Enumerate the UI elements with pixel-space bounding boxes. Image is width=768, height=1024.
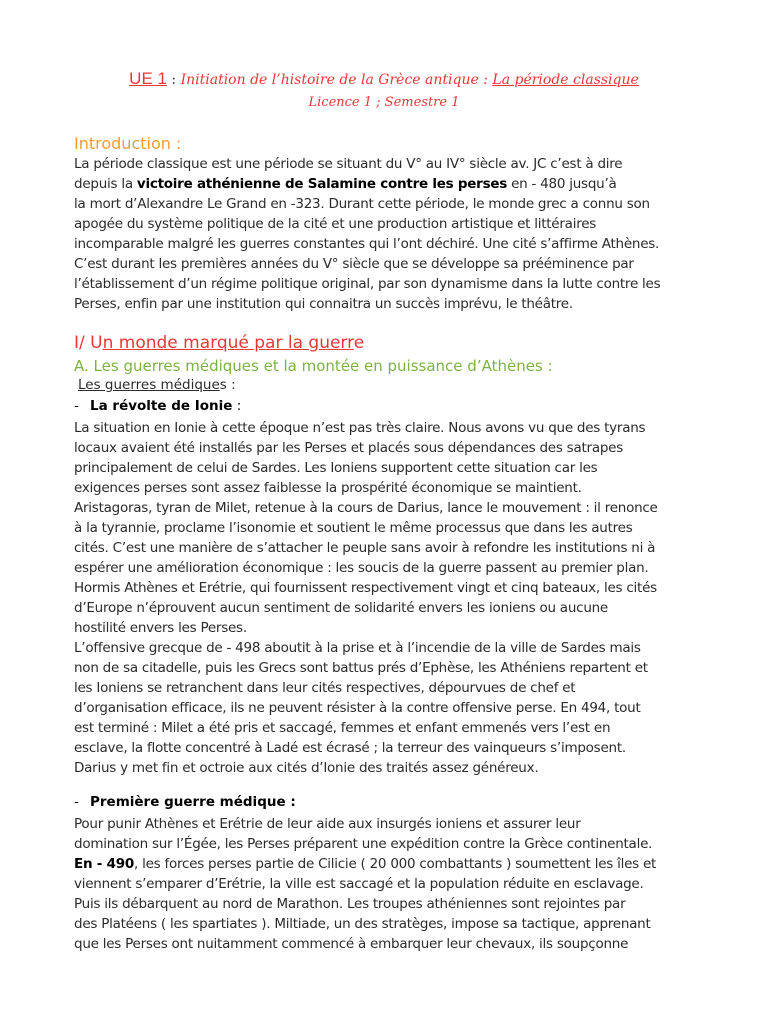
text-line: Aristagoras, tyran de Milet, retenue à la cours de Darius, lance le mouvement : il renonce	[74, 500, 658, 516]
text-line: les Ioniens se retranchent dans leur cités respectives, dépourvues de chef et	[74, 680, 576, 696]
text-line: Puis ils débarquent au nord de Marathon. Les troupes athéniennes sont rejointes par	[74, 896, 626, 912]
premiere-paragraph	[74, 814, 700, 954]
text-line: d’organisation efficace, ils ne peuvent résister à la contre offensive perse. En 494, tout	[74, 700, 641, 716]
text-line: apogée du système politique de la cité et une production artistique et littéraires	[74, 216, 597, 232]
text-line: d’Europe n’éprouvent aucun sentiment de solidarité envers les ioniens ou aucune	[74, 600, 608, 616]
document-subtitle: Licence 1 ; Semestre 1	[308, 95, 460, 110]
text-span: en - 480 jusqu’à	[507, 176, 617, 192]
text-span: depuis la	[74, 176, 137, 192]
text-line: domination sur l’Égée, les Perses préparent une expédition contre la Grèce continentale.	[74, 836, 653, 852]
text-line: Pour punir Athènes et Erétrie de leur aide aux insurgés ioniens et assurer leur	[74, 816, 581, 832]
intro-heading: Introduction :	[74, 134, 182, 153]
text-line: incomparable malgré les guerres constantes qui l’ont déchiré. Une cité s’affirme Athènes.	[74, 236, 660, 252]
text-line: Darius y met fin et octroie aux cités d’Ionie des traités assez généreux.	[74, 760, 539, 776]
section-title: n monde marqué par la guerr	[102, 333, 354, 353]
text-line: C’est durant les premières années du V° siècle que se développe sa prééminence par	[74, 256, 634, 272]
text-line: La situation en Ionie à cette époque n’est pas très claire. Nous avons vu que des tyrans	[74, 420, 646, 436]
section-prefix: I/ U	[74, 333, 103, 353]
bold-span: En - 490	[74, 856, 135, 872]
text-line: exigences perses sont assez faiblesse la prospérité économique se maintient.	[74, 480, 582, 496]
text-line: à la tyrannie, proclame l’isonomie et soutient le même processus que dans les autres	[74, 520, 633, 536]
subsection-heading: A. Les guerres médiques et la montée en puissance d’Athènes :	[74, 357, 553, 375]
text-line: esclave, la flotte concentré à Ladé est écrasé ; la terreur des vainqueurs s’imposent.	[74, 740, 626, 756]
text-line: est terminé : Milet a été pris et saccagé, femmes et enfant emmenés vers l’est en	[74, 720, 611, 736]
text-line: cités. C’est une manière de s’attacher le peuple sans avoir à refondre les institutions ni à	[74, 540, 656, 556]
text-line: espérer une amélioration économique : les soucis de la guerre passent au premier plan.	[74, 560, 649, 576]
list-dash: -	[74, 794, 79, 810]
bold-span: victoire athénienne de Salamine contre les perses	[136, 176, 508, 192]
text-line	[74, 854, 700, 874]
text-line: que les Perses ont nuitamment commencé à embarquer leur chevaux, ils soupçonne	[74, 936, 629, 952]
revolte-colon: :	[232, 398, 242, 414]
text-line: non de sa citadelle, puis les Grecs sont battus prés d’Ephèse, les Athéniens repartent et	[74, 660, 648, 676]
text-line: viennent s’emparer d’Erétrie, la ville est saccagé et la population réduite en esclavage.	[74, 876, 644, 892]
course-code: UE 1	[129, 69, 167, 88]
text-line: Perses, enfin par une institution qui connaitra un succès imprévu, le théâtre.	[74, 296, 573, 312]
title-separator: :	[171, 72, 177, 88]
text-line: des Platéens ( les spartiates ). Miltiade, un des stratèges, impose sa tactique, apprenant	[74, 916, 651, 932]
text-line: La période classique est une période se situant du V° au IV° siècle av. JC c’est à dire	[74, 156, 623, 172]
section-heading	[74, 333, 364, 353]
guerres-label-tail: s :	[219, 377, 236, 393]
text-line: l’établissement d’un régime politique original, par son dynamisme dans la lutte contre les	[74, 276, 661, 292]
revolte-title: La révolte de Ionie	[90, 398, 233, 414]
intro-paragraph	[74, 154, 700, 314]
guerres-label	[78, 377, 236, 393]
text-line	[74, 174, 700, 194]
text-line: hostilité envers les Perses.	[74, 620, 247, 636]
text-line: L’offensive grecque de - 498 aboutit à la prise et à l’incendie de la ville de Sardes mais	[74, 640, 641, 656]
text-line: la mort d’Alexandre Le Grand en -323. Durant cette période, le monde grec a connu son	[74, 196, 650, 212]
title-part-1: Initiation de l’histoire de la Grèce antique :	[180, 72, 488, 88]
document-title	[0, 69, 768, 89]
premiere-heading	[74, 794, 296, 810]
text-span: , les forces perses partie de Cilicie ( 20 000 combattants ) soumettent les îles et	[134, 856, 657, 872]
text-line: locaux avaient été installés par les Perses et placés sous dépendances des satrapes	[74, 440, 623, 456]
text-line: Hormis Athènes et Erétrie, qui fournissent respectivement vingt et cinq bateaux, les cités	[74, 580, 657, 596]
title-part-2: La période classique	[492, 72, 639, 88]
revolte-heading	[74, 398, 241, 414]
section-suffix: e	[353, 333, 365, 353]
text-line: principalement de celui de Sardes. Les Ioniens supportent cette situation car les	[74, 460, 598, 476]
revolte-paragraph	[74, 418, 700, 778]
premiere-title: Première guerre médique :	[90, 794, 296, 810]
list-dash: -	[74, 398, 79, 414]
guerres-label-underlined: Les guerres médique	[78, 377, 220, 393]
